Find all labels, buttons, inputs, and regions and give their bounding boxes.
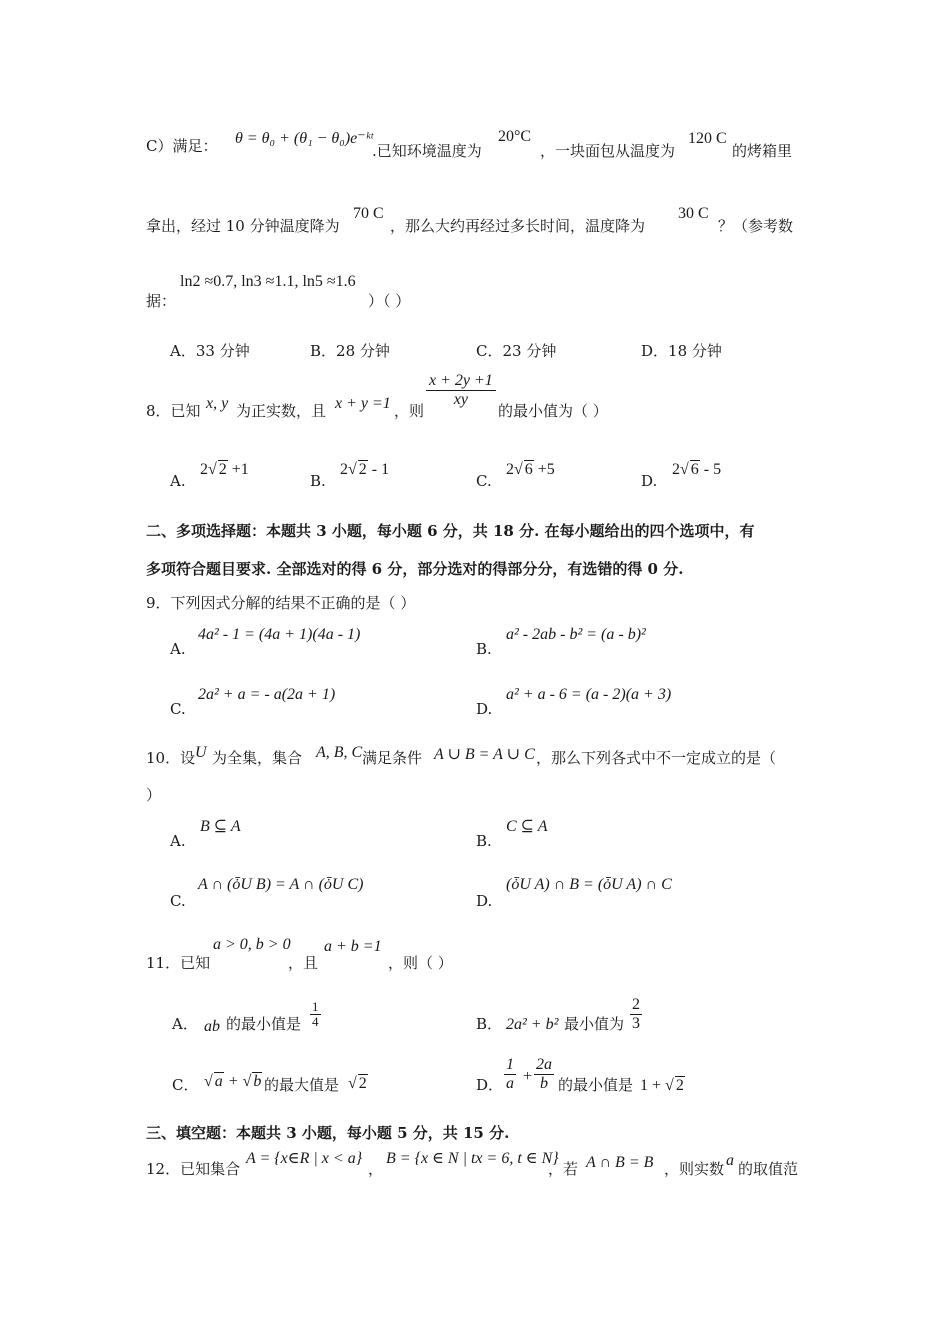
q7-temp-env: 20°C xyxy=(498,128,532,145)
q11-cond1: a > 0, b > 0 xyxy=(213,936,291,953)
q8-a-rad: 2 xyxy=(218,461,227,478)
q9-stem: 9．下列因式分解的结果不正确的是（ ） xyxy=(146,594,416,612)
q7-formula: θ = θ₀ + (θ₁ − θ₀)e⁻ᵏᵗ xyxy=(235,130,373,147)
q10-U: U xyxy=(195,744,207,761)
q11-option-d-plus: + xyxy=(522,1068,533,1085)
q11-option-c-value: √ 2 xyxy=(348,1075,367,1092)
q8-d-coef: 2 xyxy=(672,461,680,478)
q7-line2-start: 拿出，经过 10 分钟温度降为 xyxy=(146,217,340,235)
q7-line2-mid: ，那么大约再经过多长时间，温度降为 xyxy=(390,217,646,235)
q8-a-tail: +1 xyxy=(227,461,249,478)
q9-option-d-expr[interactable]: a² + a - 6 = (a - 2)(a + 3) xyxy=(506,686,672,703)
q11-option-a-expr[interactable]: ab xyxy=(204,1018,220,1035)
q8-c-rad: 6 xyxy=(524,461,533,478)
q8-mid2: ，则 xyxy=(394,402,425,420)
q10-option-d-expr[interactable]: (ȱU A) ∩ B = (ȱU A) ∩ C xyxy=(506,876,672,893)
q11-mid: ，且 xyxy=(288,954,319,972)
q7-ref-values: ln2 ≈0.7, ln3 ≈1.1, ln5 ≈1.6 xyxy=(180,273,356,290)
q8-option-a-expr[interactable]: 2√ 2 +1 xyxy=(200,461,249,478)
q10-line2: ） xyxy=(146,786,162,804)
q12-prefix: 12．已知集合 xyxy=(146,1160,241,1178)
q11-option-b-text: 最小值为 xyxy=(564,1015,625,1033)
q8-b-tail: - 1 xyxy=(367,461,390,478)
q12-mid2: ，则实数 xyxy=(664,1160,725,1178)
section2-line1: 二、多项选择题：本题共 3 小题，每小题 6 分，共 18 分. 在每小题给出的四个选项中，有 xyxy=(146,522,755,540)
q7-option-d[interactable]: D．18 分钟 xyxy=(641,342,722,360)
q11-option-c-text: 的最大值是 xyxy=(264,1076,340,1094)
q8-c-coef: 2 xyxy=(506,461,514,478)
q8-option-c-expr[interactable]: 2√ 6 +5 xyxy=(506,461,555,478)
section3-header: 三、填空题：本题共 3 小题，每小题 5 分，共 15 分. xyxy=(146,1124,510,1142)
q9-option-d-label[interactable]: D. xyxy=(476,700,493,718)
q11-option-a-frac xyxy=(310,1000,321,1030)
q10-mid1: 为全集，集合 xyxy=(212,749,303,767)
q8-option-a-label[interactable]: A. xyxy=(170,472,186,490)
q7-line3-start: 据： xyxy=(146,292,177,310)
q7-line2-end: ？（参考数 xyxy=(718,217,794,235)
q9-option-c-expr[interactable]: 2a² + a = - a(2a + 1) xyxy=(198,686,336,703)
q11-option-d-frac2: $\frac{2a}{b}$ xyxy=(536,1056,552,1092)
q10-option-c-expr[interactable]: A ∩ (ȱU B) = A ∩ (ȱU C) xyxy=(198,876,364,893)
q8-suffix: 的最小值为（ ） xyxy=(498,402,608,420)
q9-option-b-expr[interactable]: a² - 2ab - b² = (a - b)² xyxy=(506,626,646,643)
q8-fraction xyxy=(426,372,496,408)
q8-b-coef: 2 xyxy=(340,461,348,478)
q8-option-d-expr[interactable]: 2√ 6 - 5 xyxy=(672,461,722,478)
q11-suffix: ，则（ ） xyxy=(388,954,453,972)
q11-cond2: a + b =1 xyxy=(324,938,382,955)
q11-option-d-text: 的最小值是 xyxy=(558,1076,634,1094)
q10-option-a-label[interactable]: A. xyxy=(170,832,186,850)
q8-c-tail: +5 xyxy=(533,461,555,478)
section2-line2: 多项符合题目要求. 全部选对的得 6 分，部分选对的得部分分，有选错的得 0 分. xyxy=(146,560,684,578)
q11-a-den: 4 xyxy=(312,1014,319,1030)
q7-option-c[interactable]: C．23 分钟 xyxy=(476,342,557,360)
q8-d-rad: 6 xyxy=(690,461,699,478)
q8-d-tail: - 5 xyxy=(699,461,722,478)
q12-var: a xyxy=(726,1152,734,1169)
q7-line1-start: C）满足： xyxy=(146,137,218,155)
q10-sets: A, B, C xyxy=(316,744,363,761)
q8-option-c-label[interactable]: C. xyxy=(476,472,492,490)
q8-frac-den: xy xyxy=(453,390,468,408)
q9-option-b-label[interactable]: B. xyxy=(476,640,492,658)
q11-option-b-label[interactable]: B． xyxy=(476,1015,503,1033)
q11-option-d-label[interactable]: D． xyxy=(476,1076,504,1094)
q11-option-a-text: 的最小值是 xyxy=(226,1015,302,1033)
q10-option-c-label[interactable]: C. xyxy=(170,892,186,910)
q10-option-b-label[interactable]: B. xyxy=(476,832,492,850)
q9-option-a-label[interactable]: A. xyxy=(170,640,186,658)
q8-frac-num: x + 2y +1 xyxy=(426,372,496,391)
q9-option-a-expr[interactable]: 4a² - 1 = (4a + 1)(4a - 1) xyxy=(198,626,361,643)
q11-option-b-frac xyxy=(630,996,642,1032)
q7-line1-end: 的烤箱里 xyxy=(732,142,793,160)
q10-suffix: ，那么下列各式中不一定成立的是（ xyxy=(536,749,777,767)
q8-vars: x, y xyxy=(206,395,229,412)
q11-option-d-value: 1 + √ 2 xyxy=(640,1077,684,1094)
q8-cond: x + y =1 xyxy=(335,395,391,412)
q8-a-coef: 2 xyxy=(200,461,208,478)
q7-line1-mid: .已知环境温度为 xyxy=(372,142,482,160)
q12-suffix: 的取值范 xyxy=(738,1160,799,1178)
q11-a-num: 1 xyxy=(312,999,319,1014)
q10-option-b-expr[interactable]: C ⊆ A xyxy=(506,818,548,835)
q11-b-den: 3 xyxy=(632,1014,640,1032)
q7-temp-start: 120 C xyxy=(688,130,727,147)
q11-option-d-frac1: $\frac{1}{a}$ xyxy=(506,1056,514,1092)
q10-option-a-expr[interactable]: B ⊆ A xyxy=(200,818,241,835)
q11-option-a-label[interactable]: A． xyxy=(172,1015,198,1033)
q7-temp-target: 30 C xyxy=(678,205,709,222)
q11-prefix: 11．已知 xyxy=(146,954,211,972)
q11-b-num: 2 xyxy=(632,996,640,1013)
q7-line1-mid2: ，一块面包从温度为 xyxy=(540,142,676,160)
q10-cond: A ∪ B = A ∪ C xyxy=(434,746,535,763)
q10-mid2: 满足条件 xyxy=(362,749,423,767)
q11-option-b-expr[interactable]: 2a² + b² xyxy=(506,1016,559,1033)
q7-temp-after: 70 C xyxy=(353,205,384,222)
q12-setB: B = {x ∈ N | tx = 6, t ∈ N} xyxy=(386,1150,559,1167)
q7-option-b[interactable]: B．28 分钟 xyxy=(310,342,390,360)
q9-option-c-label[interactable]: C. xyxy=(170,700,186,718)
q10-prefix: 10．设 xyxy=(146,749,196,767)
q8-option-b-label[interactable]: B. xyxy=(310,472,326,490)
q8-b-rad: 2 xyxy=(358,461,367,478)
q8-option-d-label[interactable]: D. xyxy=(641,472,658,490)
q12-cond: A ∩ B = B xyxy=(586,1154,654,1171)
q8-mid1: 为正实数，且 xyxy=(236,402,327,420)
q12-comma: ， xyxy=(368,1160,384,1178)
q12-setA: A = {x∈R | x < a} xyxy=(246,1150,363,1167)
q7-line3-end: ）（ ） xyxy=(368,292,411,310)
q10-option-d-label[interactable]: D. xyxy=(476,892,493,910)
q11-option-c-expr[interactable]: √ a + √ b xyxy=(204,1073,262,1090)
q12-mid: ，若 xyxy=(548,1160,579,1178)
q8-option-b-expr[interactable]: 2√ 2 - 1 xyxy=(340,461,390,478)
q7-option-a[interactable]: A．33 分钟 xyxy=(170,342,250,360)
q11-option-c-label[interactable]: C． xyxy=(172,1076,199,1094)
q8-prefix: 8．已知 xyxy=(146,402,201,420)
